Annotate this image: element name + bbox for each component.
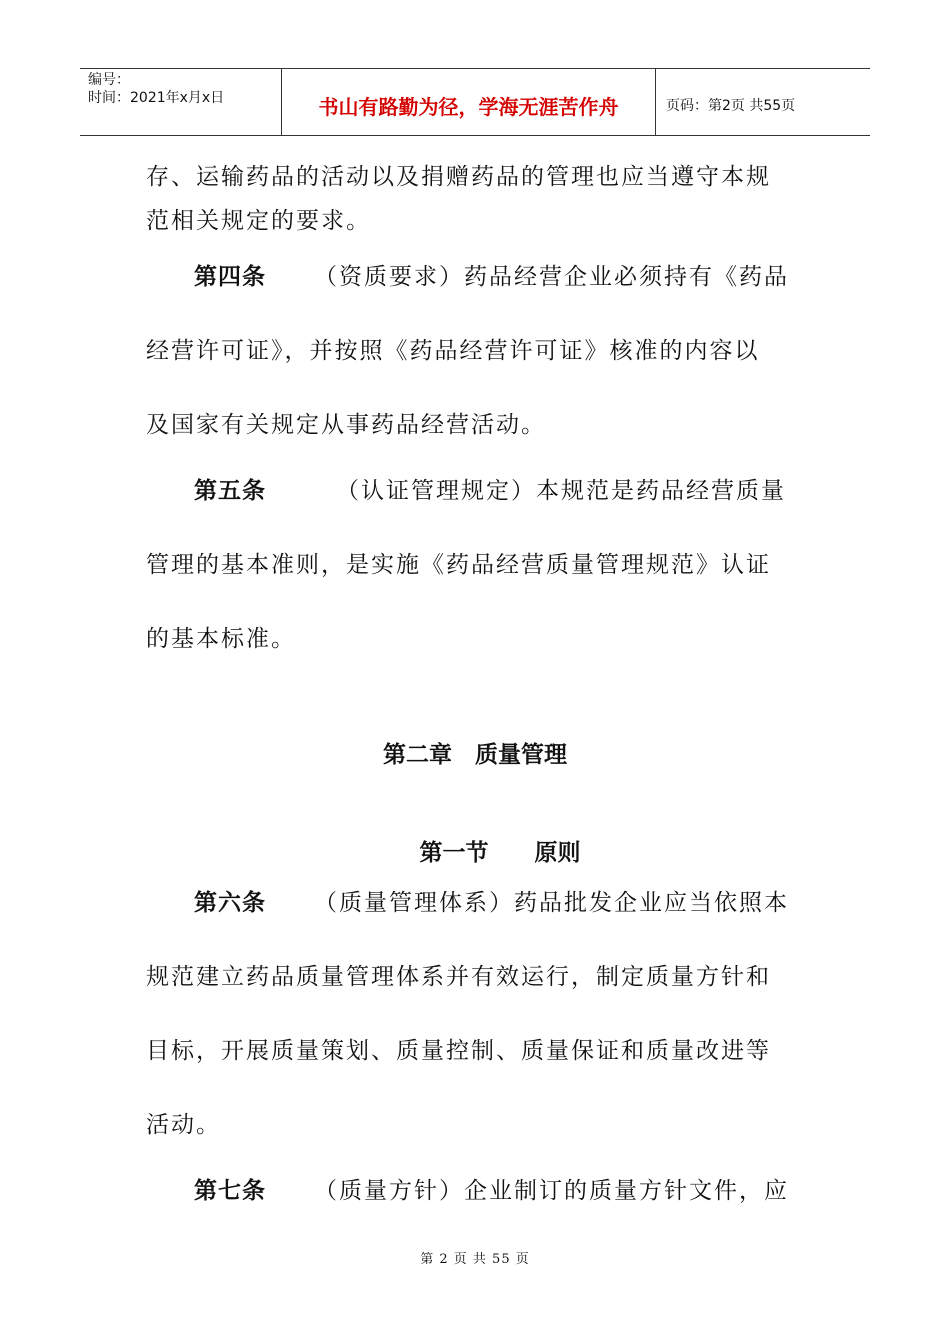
article-6-line xyxy=(146,884,806,917)
body-line xyxy=(146,1032,806,1065)
line-text: （认证管理规定）本规范是药品经营质量 xyxy=(336,478,786,504)
body-line xyxy=(146,158,806,191)
article-label: 第五条 xyxy=(194,478,266,504)
header-page-info: 页码：第2页 共55页 xyxy=(666,98,796,114)
line-text: 经营许可证》，并按照《药品经营许可证》核准的内容以 xyxy=(146,338,760,364)
body-line xyxy=(146,620,806,653)
body-line xyxy=(146,1106,806,1139)
chapter-title: 第二章 质量管理 xyxy=(383,742,567,768)
article-label: 第六条 xyxy=(194,890,266,916)
page-footer: 第 2 页 共 55 页 xyxy=(420,1252,530,1267)
line-text: 范相关规定的要求。 xyxy=(146,208,371,234)
body-line xyxy=(146,406,806,439)
header-slogan: 书山有路勤为径，学海无涯苦作舟 xyxy=(282,69,656,135)
article-4-line xyxy=(146,258,806,291)
body-line xyxy=(146,546,806,579)
line-text: 活动。 xyxy=(146,1112,221,1138)
line-text: 规范建立药品质量管理体系并有效运行，制定质量方针和 xyxy=(146,964,771,990)
line-text: （质量方针）企业制订的质量方针文件，应 xyxy=(314,1178,789,1204)
article-5-line xyxy=(146,472,806,505)
article-label: 第七条 xyxy=(194,1178,266,1204)
body-line xyxy=(146,202,806,235)
body-line xyxy=(146,332,806,365)
body-line xyxy=(146,958,806,991)
line-text: 及国家有关规定从事药品经营活动。 xyxy=(146,412,546,438)
article-7-line xyxy=(146,1172,806,1205)
line-text: 的基本标准。 xyxy=(146,626,296,652)
page-header xyxy=(80,68,870,136)
article-label: 第四条 xyxy=(194,264,266,290)
line-text: （质量管理体系）药品批发企业应当依照本 xyxy=(314,890,789,916)
line-text: （资质要求）药品经营企业必须持有《药品 xyxy=(314,264,789,290)
header-number: 编号： xyxy=(88,72,130,88)
line-text: 存、运输药品的活动以及捐赠药品的管理也应当遵守本规 xyxy=(146,164,771,190)
header-meta xyxy=(80,69,282,135)
line-text: 管理的基本准则，是实施《药品经营质量管理规范》认证 xyxy=(146,552,771,578)
line-text: 目标，开展质量策划、质量控制、质量保证和质量改进等 xyxy=(146,1038,771,1064)
section-title: 第一节 原则 xyxy=(419,840,581,866)
header-time: 时间：2021年x月x日 xyxy=(88,90,225,106)
